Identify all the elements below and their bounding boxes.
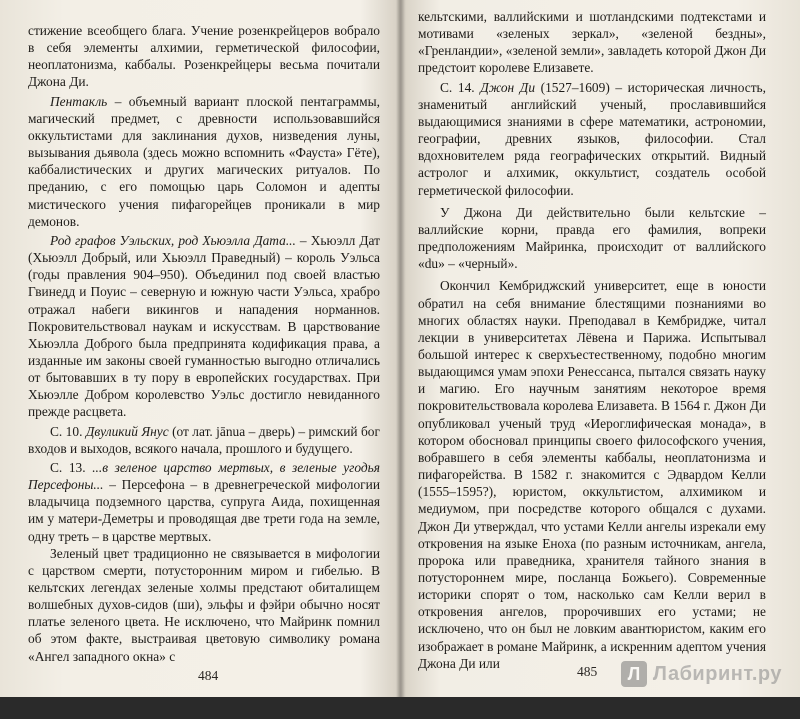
paragraph-pentacle: Пентакль – объемный вариант плоской пентаграммы, магический предмет, с древности использовавшийся оккультистами для заклинания духов, низведения луны, вызывания дьявола (здесь можно вспомнить «Фауста» Гёте), каббалистических и других магических ритуалов. По преданию, с его помощью царь Соломон и адепты мистического учения пифагорейцев проникали в мир демонов. [28,93,380,229]
labirint-watermark [621,661,782,687]
paragraph-celtic-roots: У Джона Ди действительно были кельтские – валлийские корни, правда его фамилия, вопреки предположениям Майринка, происходит от валлийского «du» – «черный». [418,204,766,272]
page-ref: С. 14. [440,79,481,95]
page-ref: С. 10. [50,423,86,439]
labirint-logo-icon: Л [621,661,647,687]
term: Двуликий Янус [85,423,169,439]
left-page [28,22,380,719]
term: Род графов Уэльских, род Хьюэлла Дата... [50,232,296,248]
term: ...в зеленое царство мертвых, в зеленые угодья Персефоны... [28,459,380,493]
paragraph: кельтскими, валлийскими и шотландскими подтекстами и мотивами «зеленых зеркал», «зеленой бездны», «Гренландии», «зеленой земли», завладеть которой Джон Ди предстоит королеве Елизавете. [418,9,766,76]
book-spine [396,0,406,697]
paragraph-green-color: Зеленый цвет традиционно не связывается в мифологии с царством смерти, потусторонним миром и гибелью. В кельтских легендах зеленые холмы предстают обиталищем волшебных духов-сидов (ши), эльфы и фэйри обычно носят платье зеленого цвета. Не исключено, что Майринк помнил об этом факте, выстраивая цветовую символику романа «Ангел западного окна» с [28,545,380,664]
paragraph: стижение всеобщего блага. Учение розенкрейцеров вобрало в себя элементы алхимии, герметической философии, неоплатонизма, каббалы. Розенкрейцеры весьма почитали Джона Ди. [28,23,380,90]
watermark-text: Лабиринт.ру [652,662,782,685]
page-number-right: 485 [577,664,598,679]
term: Пентакль [50,93,108,109]
term: Джон Ди [480,79,536,95]
page-ref: С. 13. [50,459,93,475]
right-page [418,8,766,705]
page-number-left: 484 [198,668,219,683]
paragraph-hywel: Род графов Уэльских, род Хьюэлла Дата... – Хьюэлл Дат (Хьюэлл Добрый, или Хьюэлл Праведный) – король Уэльса (годы правления 904–950). Объединил под своей властью Гвинедд и Поуис – северную и южную части Уэльса, храбро отражал набеги викингов и нападения норманнов. Покровительствовал наукам и искусствам. В царствование Хьюэлла Доброго была предпринята кодификация права, а изданные им законы своей гуманностью выгодно отличались от бытовавших в ту пору в европейских государствах. При Хьюэлле Добром королевство Уэльс достигло невиданного прежде расцвета. [28,232,380,420]
paragraph-persephone: С. 13. ...в зеленое царство мертвых, в зеленые угодья Персефоны... – Персефона – в древнегреческой мифологии владычица подземного царства, супруга Аида, похищенная им у матери-Деметры и проводящая две трети года на земле, одну треть – в царстве мертвых. [28,459,380,544]
paragraph-john-dee: С. 14. Джон Ди (1527–1609) – историческая личность, знаменитый английский ученый, прославившийся выдающимися знаниями в сфере математики, астрономии, географии, древних языков, философии. Стал вдохновителем ряда географических открытий. Видный астролог и алхимик, оккультист, создатель особой герметической философии. [418,79,766,198]
paragraph-cambridge: Окончил Кембриджский университет, еще в юности обратил на себя внимание блестящими познаниями во многих областях науки. Преподавал в Кембридже, читал лекции в университетах Лёвена и Парижа. Испытывал большой интерес к сверхъестественному, подобно многим выдающимся умам эпохи Ренессанса, пытался связать науку и магию. Его научным занятиям некоторое время покровительствовала королева Елизавета. В 1564 г. Джон Ди опубликовал ученый труд «Иероглифическая монада», в котором обосновал принципы своего философского учения, вобравшего в себя элементы каббалы, неоплатонизма и пифагорейства. В 1582 г. знакомится с Эдвардом Келли (1555–1595?), юристом, оккультистом, алхимиком и медиумом, при посредстве которого общался с духами. Джон Ди утверждал, что устами Келли ангелы изрекали ему откровения на языке Еноха (по разным источникам, ангела, пророка или праведника, хранителя тайного знания в потустороннем мире, посланца Божьего). Современные историки спорят о том, насколько сам Келли верил в откровения ангелов, пророчивших его устами; не исключено, что он был не ловким авантюристом, каким его изображает в романе Майринк, а искренним адептом учения Джона Ди или [418,278,766,671]
paragraph-janus: С. 10. Двуликий Янус (от лат. jānua – дверь) – римский бог входов и выходов, всякого начала, прошлого и будущего. [28,423,380,456]
